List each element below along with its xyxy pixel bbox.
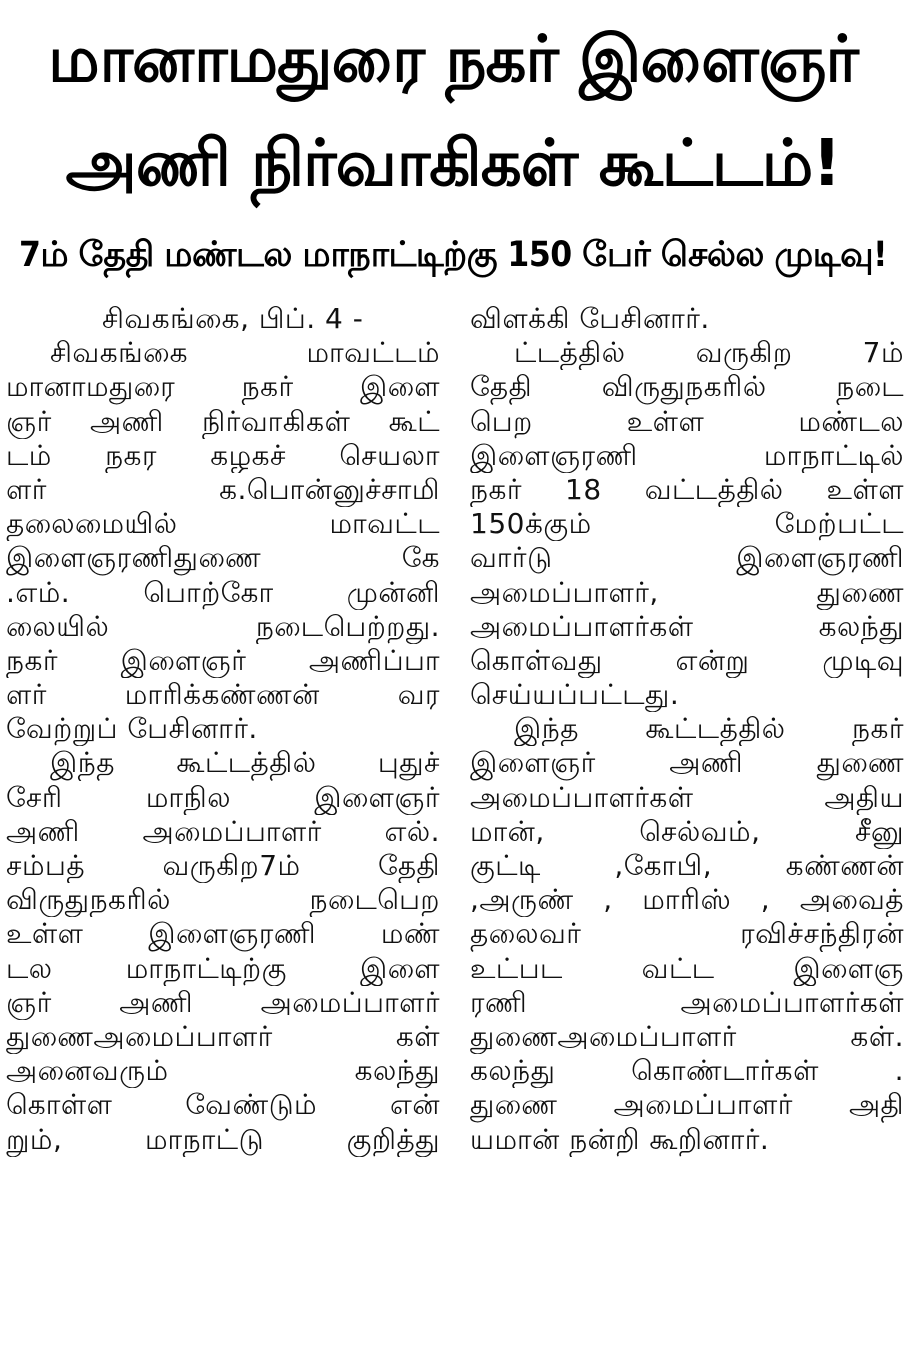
text-line: உட்பட வட்ட இளைஞ [470, 951, 904, 985]
text-line: மான், செல்வம், சீனு [470, 814, 904, 848]
right-column [470, 302, 904, 1157]
text-line: ,அருண் , மாரிஸ் , அவைத் [470, 883, 904, 917]
text-line: அமைப்பாளர்கள் அதிய [470, 780, 904, 814]
text-line: ஞர் அணி அமைப்பாளர் [6, 985, 440, 1019]
text-line: தலைவர் ரவிச்சந்திரன் [470, 917, 904, 951]
text-line: செய்யப்பட்டது. [470, 678, 680, 712]
text-line: தலைமையில் மாவட்ட [6, 507, 440, 541]
text-line: பெற உள்ள மண்டல [470, 404, 904, 438]
text-line: இளைஞரணிதுணை கே [6, 541, 440, 575]
text-line: ஞர் அணி நிர்வாகிகள் கூட் [6, 404, 440, 438]
headline-line-1: மானாமதுரை நகர் இளைஞர் [48, 23, 858, 97]
text-line: இந்த கூட்டத்தில் புதுச் [50, 746, 440, 780]
text-line: .எம். பொற்கோ முன்னி [6, 575, 440, 609]
text-line: மானாமதுரை நகர் இளை [6, 370, 440, 404]
text-line: கொள்ள வேண்டும் என் [6, 1088, 440, 1122]
text-line: கலந்து கொண்டார்கள் . [470, 1054, 904, 1088]
text-line: சிவகங்கை மாவட்டம் [50, 336, 440, 370]
text-line: தேதி விருதுநகரில் நடை [470, 370, 904, 404]
text-line: ளர் க.பொன்னுச்சாமி [6, 472, 440, 506]
text-line: லையில் நடைபெற்றது. [6, 609, 440, 643]
text-line: அனைவரும் கலந்து [6, 1054, 440, 1088]
text-line: துணை அமைப்பாளர் அதி [470, 1088, 904, 1122]
text-line: அமைப்பாளர், துணை [470, 575, 904, 609]
text-line: இந்த கூட்டத்தில் நகர் [514, 712, 904, 746]
text-line: வேற்றுப் பேசினார். [6, 712, 258, 746]
text-line: யமான் நன்றி கூறினார். [470, 1122, 770, 1156]
left-column [6, 302, 440, 1157]
text-line: இளைஞரணி மாநாட்டில் [470, 438, 904, 472]
text-line: றும், மாநாட்டு குறித்து [6, 1122, 440, 1156]
text-line: சிவகங்கை, பிப். 4 - [102, 302, 364, 335]
text-line: அணி அமைப்பாளர் எல். [6, 814, 440, 848]
text-line: விருதுநகரில் நடைபெற [6, 883, 440, 917]
text-line: இளைஞர் அணி துணை [470, 746, 904, 780]
text-line: துணைஅமைப்பாளர் கள். [470, 1019, 904, 1053]
text-line: ட்டத்தில் வருகிற 7ம் [514, 336, 904, 370]
headline-line-2: அணி நிர்வாகிகள் கூட்டம்! [65, 127, 841, 201]
text-line: கொள்வது என்று முடிவு [470, 643, 904, 677]
text-line: சம்பத் வருகிற7ம் தேதி [6, 849, 440, 882]
text-line: ரணி அமைப்பாளர்கள் [470, 985, 904, 1019]
text-line: சேரி மாநில இளைஞர் [6, 780, 440, 814]
text-line: வார்டு இளைஞரணி [470, 541, 904, 575]
text-line: குட்டி ,கோபி, கண்ணன் [470, 849, 904, 882]
text-line: விளக்கி பேசினார். [470, 302, 710, 335]
text-line: டல மாநாட்டிற்கு இளை [6, 951, 440, 985]
text-line: நகர் 18 வட்டத்தில் உள்ள [470, 472, 904, 506]
text-line: ளர் மாரிக்கண்ணன் வர [6, 678, 440, 712]
text-line: துணைஅமைப்பாளர் கள் [6, 1019, 440, 1053]
subheadline: 7ம் தேதி மண்டல மாநாட்டிற்கு 150 பேர் செல்ல முடிவு! [18, 235, 888, 275]
text-line: டம் நகர கழகச் செயலா [6, 438, 440, 472]
text-line: 150க்கும் மேற்பட்ட [470, 507, 904, 541]
text-line: அமைப்பாளர்கள் கலந்து [470, 609, 904, 643]
text-line: நகர் இளைஞர் அணிப்பா [6, 643, 440, 677]
text-line: உள்ள இளைஞரணி மண் [6, 917, 440, 951]
